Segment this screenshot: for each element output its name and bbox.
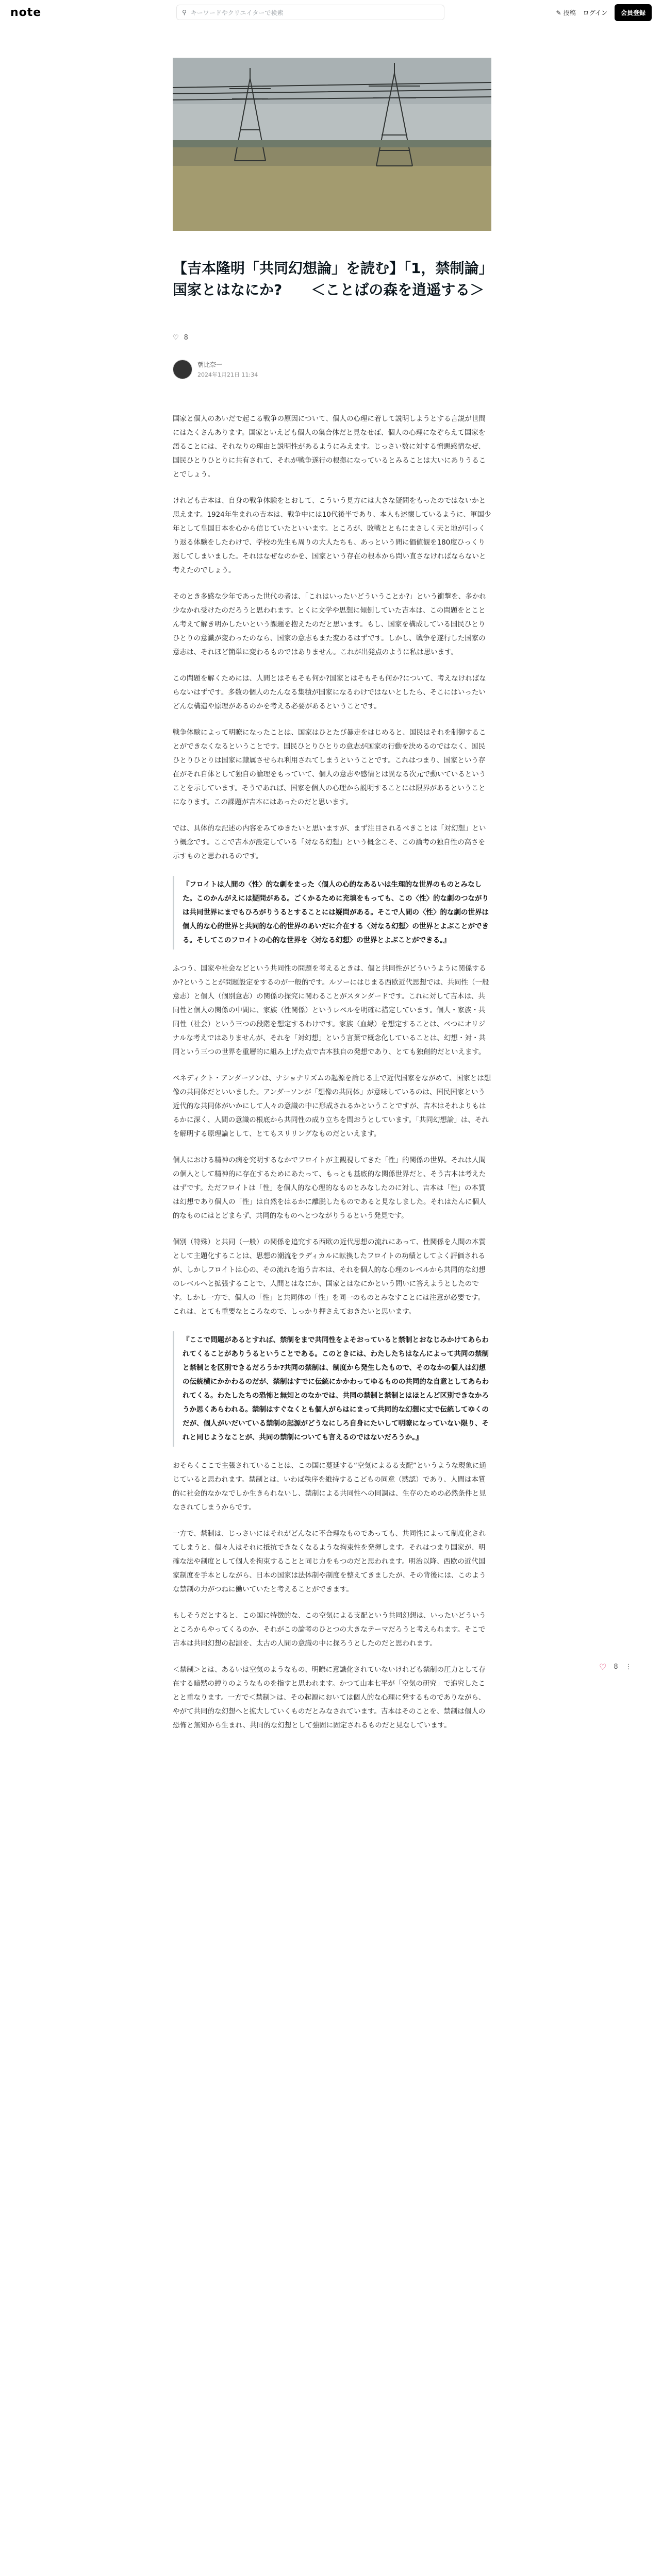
paragraph: おそらくここで主張されていることは、この国に蔓延する“空気によるる支配”というような現象に通じていると思われます。禁制とは、いわば秩序を維持するこどもの同意（黙認）であり、人間は本質的に社会的なかなでしか生きられないし、禁制による共同性への同調は、生存のための必然条件と見なされてしまうからです。	[173, 1462, 486, 1512]
paragraph: もしそうだとすると、この国に特徴的な、この空気による支配という共同幻想は、いったいどういうところからやってくるのか、それがこの論考のひとつの大きなテーマだろうと考えられます。そこで吉本は共同幻想の起源を、太古の人間の意識の中に探ろうとしたのだと思われます。	[173, 1612, 486, 1648]
paragraph: この問題を解くためには、人間とはそもそも何か?国家とはそもそも何か?について、考えなければならないはずです。多数の個人のたんなる集積が国家になるわけではないとしたら、そこにはいったいどんな構造や原理があるのかを考える必要があるということです。	[173, 674, 486, 710]
site-header	[0, 0, 662, 25]
hero-image	[173, 58, 491, 231]
like-count: 8	[614, 1663, 618, 1671]
paragraph: 戦争体験によって明瞭になったことは、国家はひとたび暴走をはじめると、国民はそれを制御することができなくなるということです。国民ひとりひとりの意志が国家の行動を決めるのではなく、国民ひとりひとりは国家に隷属させられ利用されてしまうということです。これはつまり、国家という存在がそれ自体として独自の論理をもっていて、個人の意志や感情とは異なる次元で動いているということを示しています。そうであれば、国家を個人の心理から説明することには限界があるということになります。この課題が吉本にはあったのだと思います。	[173, 728, 486, 806]
pen-icon: ✎	[556, 9, 561, 16]
paragraph: ふつう、国家や社会などという共同性の問題を考えるときは、個と共同性がどういうように関係するか?ということが問題設定をするのが一般的です。ルソーにはじまる西欧近代思想では、共同性（一般意志）と個人（個別意志）の関係の探究に関わることがスタンダードです。これに対して吉本は、共同性と個人の関係の中間に、家族（性関係）というレベルを明確に措定しています。個人・家族・共同性（社会）という三つの段階を想定するわけです。家族（血縁）を想定することは、ベつにオリジナルな考えではありませんが、それを「対幻想」という言葉で概念化していることは、幻想・対・共同という三つの世界を重層的に組み上げた点で吉本独自の発想であり、とても独創的だといえます。	[173, 964, 489, 1056]
floating-actions	[599, 1662, 632, 1672]
paragraph: けれども吉本は、自身の戦争体験をとおして、こういう見方には大きな疑問をもったのではないかと思えます。1924年生まれの吉本は、戦争中には10代後半であり、本人も述懐しているように、軍国少年として皇国日本を心から信じていたといいます。ところが、敗戦とともにまさしく天と地が引っくり返る体験をしたわけで、学校の先生も周りの大人たちも、あっという間に価値観を180度ひっくり返してしまいました。それはなぜなのかを、国家という存在の根本から問い直さなければならないと考えたのでしょう。	[173, 497, 491, 574]
paragraph: 個人における精神の病を究明するなかでフロイトが主観視してきた「性」的関係の世界。それは人間の個人として精神的に存在するためにあたって、もっとも基底的な関係世界だと、そう吉本は考えたはずです。ただフロイトは「性」を個人的な心理的なものとみなしたのに対し、吉本は「性」の本質は幻想であり個人の「性」は自然をはるかに離脱したものであると見なしました。それはたんに個人的なものにはとどまらず、共同的なものへとつながりうるという発見です。	[173, 1156, 486, 1220]
more-icon[interactable]: ⋮	[625, 1663, 632, 1671]
paragraph: そのとき多感な少年であった世代の者は、「これはいったいどういうことか?」という衝撃を、多かれ少なかれ受けたのだろうと思われます。とくに文学や思想に傾倒していた吉本は、この問題をとことん考えて解き明かしたいという課題を抱えたのだと思います。もし、国家を構成している国民ひとりひとりの意識が変わったのなら、国家の意志もまた変わるはずです。しかし、戦争を遂行した国家の意志は、それほど簡単に変わるものではありません。これが出発点のように私は思います。	[173, 592, 486, 656]
article-title: 【吉本隆明「共同幻想論」を読む】「1，禁制論」 国家とはなにか? ＜ことばの森を逍遥する＞	[173, 260, 501, 298]
author-block[interactable]	[173, 360, 258, 379]
search-box[interactable]	[176, 5, 444, 20]
post-label: 投稿	[563, 9, 576, 16]
heart-icon[interactable]: ♡	[599, 1662, 607, 1672]
avatar[interactable]	[173, 360, 192, 379]
header-actions	[556, 4, 652, 21]
quote-block: 『ここで問題があるとすれば、禁制をまで共同性をよそおっていると禁制とおなじみかけてあらわれてくることがありうるということである。このときには、わたしたちはなんによって共同の禁制と禁制とを区別できるだろうか?共同の禁制は、制度から発生したもので、そのなかの個人は幻想の伝統横にかかわるのだが、禁制はすでに伝統にかかわってゆるものの共同的な自意としてあらわれてくる。わたしたちの恐怖と無知とのなかでは、共同の禁制と禁制とはほとんど区別できなかろうか思くあらわれる。禁制はすぐなくとも個人がらはにまって共同的な幻想に丈で伝統してゆくのだが、個人がいだいている禁制の起源がどうなにしろ自身にたいして明瞭になっていない限り、それと同じようなことが、共同の禁制についても言えるのではないだろうか。』	[173, 1331, 491, 1447]
paragraph: ＜禁制＞とは、あるいは空気のようなもの、明瞭に意識化されていないけれども禁制の圧力として存在する暗黙の縛りのようなものを指すと思われます。かつて山本七平が「空気の研究」で追究したことと重なります。一方で＜禁制＞は、その起源においては個人的な心理に発するものでありながら、やがて共同的な幻想へと拡大していくものだとみなされています。吉本はそのことを、禁制は個人の恐怖と無知から生まれ、共同的な幻想として強固に固定されるものだと見なしています。	[173, 1666, 486, 1730]
article-body	[173, 412, 491, 1745]
note-logo[interactable]: note	[10, 6, 42, 19]
search-input[interactable]: キーワードやクリエイターで検索	[190, 9, 284, 16]
login-button[interactable]: ログイン	[583, 9, 607, 16]
paragraph: 国家と個人のあいだで起こる戦争の原因について、個人の心理に着して説明しようとする言説が世間にはたくさんあります。国家といえども個人の集合体だと見なせば、個人の心理になぞらえて国家を語ることには、それなりの理由と説明性があるようにみえます。じっさい数に対する憎悪感情なぜ、国民ひとりひとりに共有されて、それが戦争遂行の根拠になっているとみることは大いにありうることでしょう。	[173, 415, 486, 479]
paragraph: 個別（特殊）と共同（一般）の関係を追究する西欧の近代思想の流れにあって、性関係を人間の本質として主題化することは、思想の潮流をラディカルに転換したフロイトの功績としてよく評価されるが、しかしフロイトは心の、その流れを追う吉本は、それを個人的な心理のレベルから共同的な幻想のレベルへと拡張することで、人間とはなにか、国家とはなにかという問いに答えようとしたのです。しかし一方で、個人の「性」と共同体の「性」を同一のものとみなすことには注意が必要です。これは、とても重要なところなので、しっかり押さえておきたいと思います。	[173, 1238, 486, 1316]
quote-block: 『フロイトは人間の〈性〉的な劇をまった〈個人の心的なあるいは生理的な世界のものとみなした。このかんがえには疑問がある。ごくかるために充填をもっても、この〈性〉的な劇のつながりは共同世界にまでもひろがりうるとすることには疑問がある。そこで人間の〈性〉的な劇の世界は個人的な心的世界と共同的な心的世界のあいだに介在する〈対なる幻想〉の世界とよぶことができる。そしてこのフロイトの心的な世界を〈対なる幻想〉の世界とよぶことができる。』	[173, 876, 491, 950]
post-date: 2024年1月21日 11:34	[197, 371, 258, 378]
search-icon: ⚲	[182, 9, 187, 16]
post-button[interactable]	[556, 8, 576, 17]
paragraph: ベネディクト・アンダーソンは、ナショナリズムの起源を論じる上で近代国家をながめて、国家とは想像の共同体だといいました。アンダーソンが「想像の共同体」が意味しているのは、国民国家という近代的な共同体がいかにして人々の意識の中に形成されるかということですが、吉本はそれよりもはるかに深く、人間の意識の根底から共同性の成り立ちを問おうとしています。「共同幻想論」は、それを解明する原理論として、とてもスリリングなものだといえます。	[173, 1074, 491, 1138]
heart-icon[interactable]: ♡	[173, 334, 179, 342]
like-area	[173, 334, 188, 342]
paragraph: では、具体的な記述の内容をみてゆきたいと思いますが、まず注目されるべきことは「対幻想」という概念です。ここで吉本が設定している「対なる幻想」という概念こそ、この論考の独自性の高さを示すものと思われるのです。	[173, 824, 486, 860]
signup-button[interactable]: 会員登録	[615, 4, 652, 21]
paragraph: 一方で、禁制は、じっさいにはそれがどんなに不合理なものであっても、共同性によって制度化されてしまうと、個々人はそれに抵抗できなくなるような拘束性を発揮します。それはつまり国家が、明確な法や制度として個人を拘束することと同じ力をもつのだと思われます。明治以降、西欧の近代国家制度を手本としながら、日本の国家は法体制や制度を整えてきましたが、その背後には、このような禁制の力がつねに働いていたと考えることができます。	[173, 1530, 486, 1594]
author-meta	[197, 360, 258, 379]
like-count: 8	[184, 334, 188, 342]
author-name[interactable]: 朝比奈一	[197, 361, 223, 368]
